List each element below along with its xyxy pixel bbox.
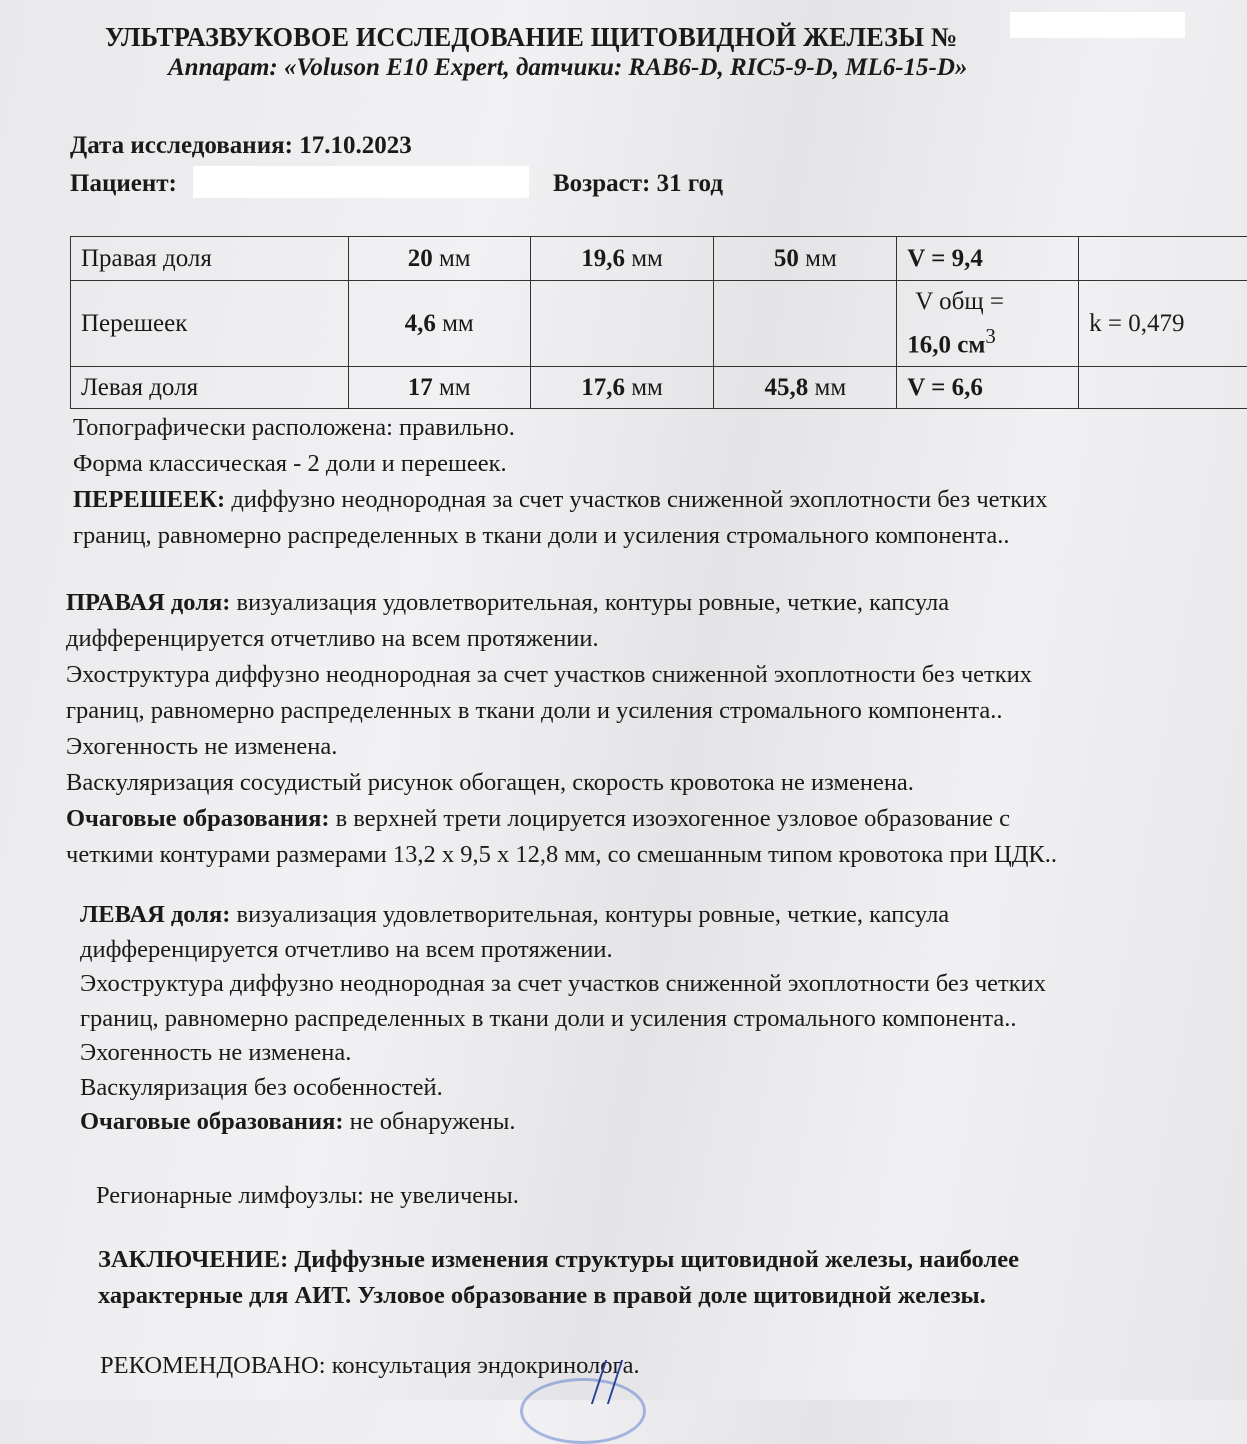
table-row-left-lobe [71, 367, 1247, 409]
right-lobe-focal-line-1: Очаговые образования: в верхней трети лоцируется изоэхогенное узловое образование с [66, 801, 1057, 837]
cell-extra [1079, 367, 1247, 409]
left-lobe-focal: Очаговые образования: не обнаружены. [80, 1105, 1046, 1140]
focal-label: Очаговые образования: [66, 805, 329, 832]
exam-date [70, 132, 412, 160]
redacted-report-number [1010, 12, 1185, 38]
conclusion-label: ЗАКЛЮЧЕНИЕ: [98, 1246, 288, 1273]
right-lobe-focal-line-2: четкими контурами размерами 13,2 х 9,5 х 12,8 мм, со смешанным типом кровотока при ЦДК.. [66, 837, 1057, 873]
isthmus-line-2: границ, равномерно распределенных в ткани доли и усиления стромального компонента.. [73, 518, 1048, 554]
cell-extra [1079, 237, 1247, 281]
lymph-nodes-text: Регионарные лимфоузлы: не увеличены. [96, 1178, 519, 1214]
general-section [73, 410, 1048, 554]
right-lobe-echostructure: Эхоструктура диффузно неоднородная за счет участков сниженной эхоплотности без четких [66, 657, 1057, 693]
conclusion-line-1: ЗАКЛЮЧЕНИЕ: Диффузные изменения структуры щитовидной железы, наиболее [98, 1242, 1019, 1278]
right-lobe-line-1: ПРАВАЯ доля: визуализация удовлетворительная, контуры ровные, четкие, капсула [66, 585, 1057, 621]
patient-label: Пациент: [70, 170, 177, 197]
table-row-right-lobe [71, 237, 1247, 281]
left-lobe-echogenicity: Эхогенность не изменена. [80, 1036, 1046, 1071]
cell-dim-1: 20 мм [348, 237, 530, 281]
cell-volume: V = 6,6 [897, 367, 1079, 409]
cell-dim-3 [714, 281, 897, 367]
exam-date-label: Дата исследования: [70, 132, 293, 159]
right-lobe-section [66, 585, 1057, 873]
cell-dim-3: 50 мм [714, 237, 897, 281]
shape-text: Форма классическая - 2 доли и перешеек. [73, 446, 1048, 482]
conclusion-line-2: характерные для АИТ. Узловое образование в правой доле щитовидной железы. [98, 1278, 1019, 1314]
left-lobe-line-1: ЛЕВАЯ доля: визуализация удовлетворительная, контуры ровные, четкие, капсула [80, 898, 1046, 933]
stamp-mark [520, 1378, 646, 1444]
cell-volume: V = 9,4 [897, 237, 1079, 281]
report-title: УЛЬТРАЗВУКОВОЕ ИССЛЕДОВАНИЕ ЩИТОВИДНОЙ ЖЕЛЕЗЫ № [105, 22, 957, 53]
cell-dim-3: 45,8 мм [714, 367, 897, 409]
topography-text: Топографически расположена: правильно. [73, 410, 1048, 446]
recommendation [100, 1348, 640, 1384]
recommendation-value: консультация эндокринолога. [326, 1352, 640, 1379]
cell-name: Правая доля [71, 237, 349, 281]
cell-coefficient: k = 0,479 [1079, 281, 1247, 367]
right-lobe-line-2: дифференцируется отчетливо на всем протяжении. [66, 621, 1057, 657]
cell-name: Левая доля [71, 367, 349, 409]
patient-age [553, 170, 723, 198]
cell-dim-1: 17 мм [348, 367, 530, 409]
age-label: Возраст: [553, 170, 650, 197]
left-lobe-echostructure-cont: границ, равномерно распределенных в ткани доли и усиления стромального компонента.. [80, 1002, 1046, 1037]
right-lobe-vascularization: Васкуляризация сосудистый рисунок обогащен, скорость кровотока не изменена. [66, 765, 1057, 801]
cell-dim-2 [530, 281, 714, 367]
isthmus-line-1: ПЕРЕШЕЕК: диффузно неоднородная за счет участков сниженной эхоплотности без четких [73, 482, 1048, 518]
left-lobe-vascularization: Васкуляризация без особенностей. [80, 1071, 1046, 1106]
conclusion-section [98, 1242, 1019, 1314]
left-lobe-section [80, 898, 1046, 1140]
left-lobe-line-2: дифференцируется отчетливо на всем протяжении. [80, 933, 1046, 968]
isthmus-label: ПЕРЕШЕЕК: [73, 486, 225, 513]
recommendation-label: РЕКОМЕНДОВАНО: [100, 1352, 326, 1379]
measurements-table [70, 236, 1247, 409]
age-value: 31 год [657, 170, 723, 197]
cell-name: Перешеек [71, 281, 349, 367]
focal-label: Очаговые образования: [80, 1108, 343, 1135]
exam-date-value: 17.10.2023 [299, 132, 412, 159]
left-lobe-echostructure: Эхоструктура диффузно неоднородная за счет участков сниженной эхоплотности без четких [80, 967, 1046, 1002]
cell-dim-2: 19,6 мм [530, 237, 714, 281]
table-row-isthmus [71, 281, 1247, 367]
cell-dim-2: 17,6 мм [530, 367, 714, 409]
right-lobe-echostructure-cont: границ, равномерно распределенных в ткани доли и усиления стромального компонента.. [66, 693, 1057, 729]
patient-line [70, 170, 177, 198]
cell-dim-1: 4,6 мм [348, 281, 530, 367]
cell-total-volume: V общ = 16,0 $см^3$ [897, 281, 1079, 367]
right-lobe-echogenicity: Эхогенность не изменена. [66, 729, 1057, 765]
device-info: Аппарат: «Voluson E10 Expert, датчики: RAB6-D, RIC5-9-D, ML6-15-D» [168, 54, 967, 82]
redacted-patient-name [193, 166, 529, 198]
